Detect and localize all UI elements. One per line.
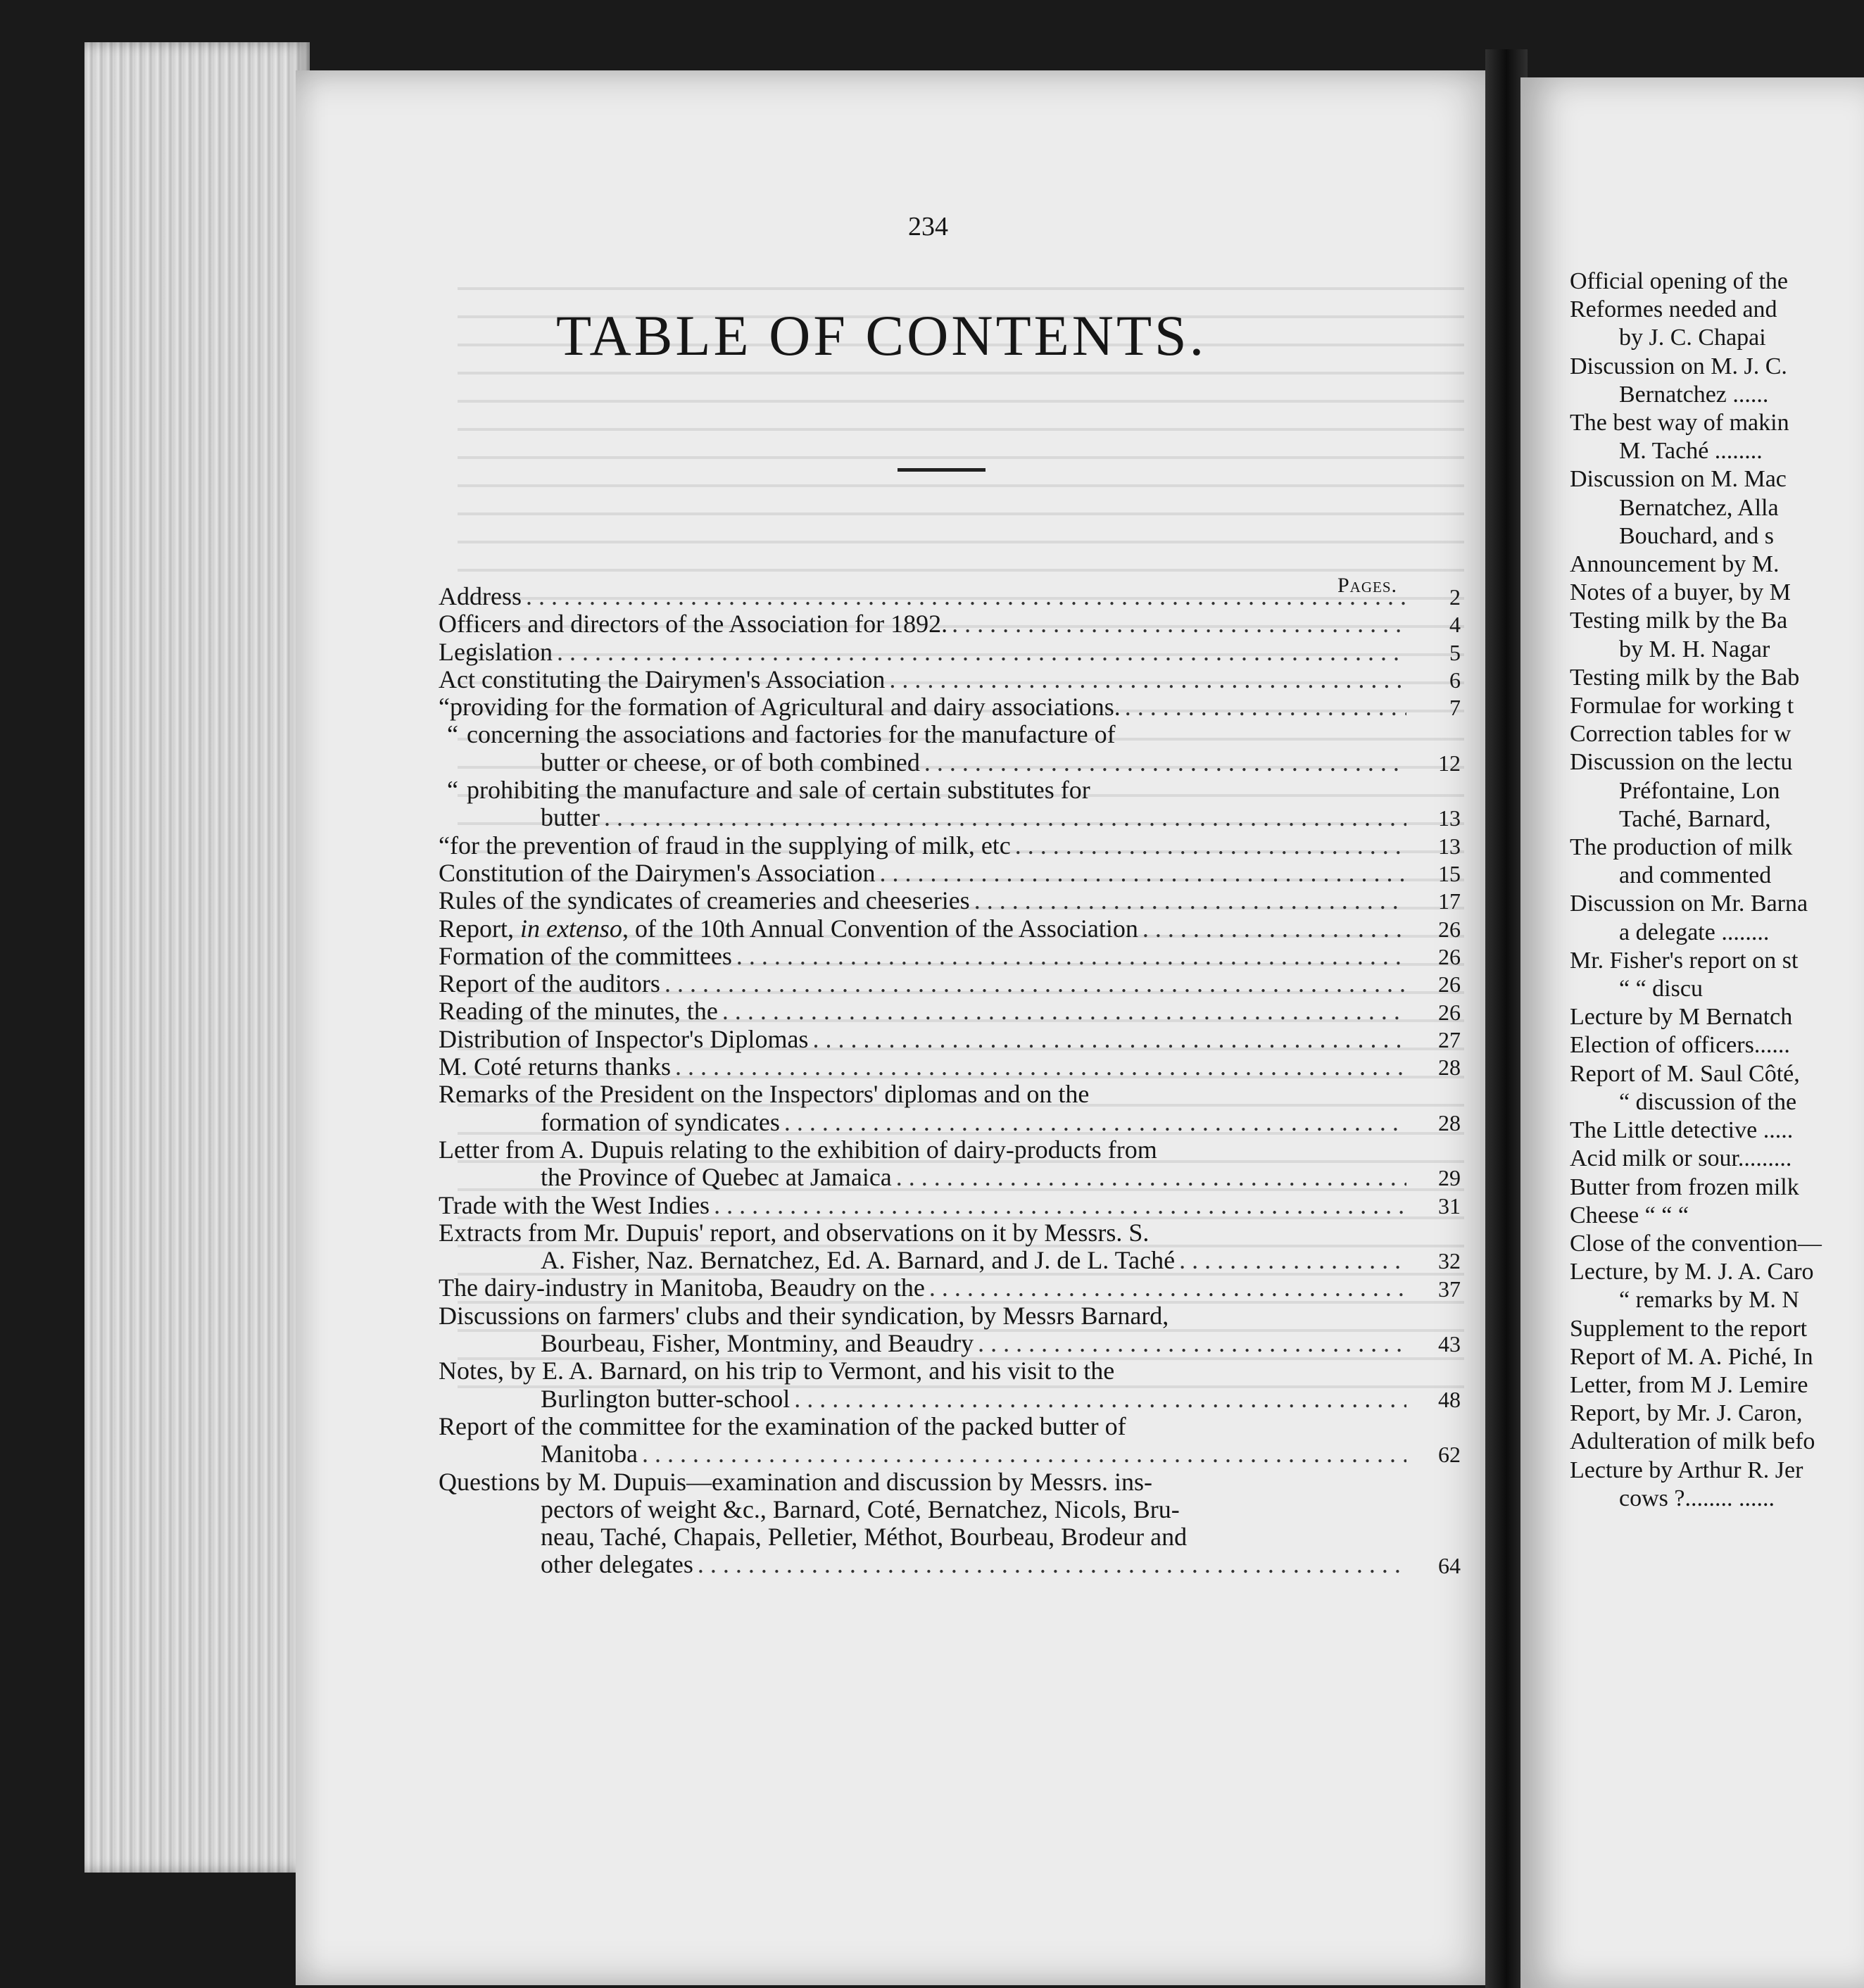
toc-entry-text: Report of the committee for the examination of the packed butter of — [439, 1412, 1126, 1440]
toc-entry — [439, 1385, 1406, 1413]
leader-dots — [952, 610, 1406, 638]
leader-dots — [1125, 693, 1406, 721]
toc-page-number: 48 — [1438, 1386, 1461, 1412]
right-toc-entry: by M. H. Nagar — [1619, 636, 1770, 662]
right-toc-entry: Discussion on M. Mac — [1570, 466, 1787, 493]
leader-dots — [557, 638, 1406, 666]
right-toc-entry: Election of officers...... — [1570, 1032, 1790, 1059]
toc-entry — [439, 943, 1406, 970]
toc-entry — [439, 610, 1406, 638]
toc-entry-text: the Province of Quebec at Jamaica — [541, 1164, 892, 1192]
toc-entry — [439, 1053, 1406, 1081]
right-toc-entry: by J. C. Chapai — [1619, 325, 1766, 351]
toc-page-number: 13 — [1438, 805, 1461, 831]
ditto-mark: “ — [439, 693, 450, 722]
right-toc-entry: Bouchard, and s — [1619, 522, 1775, 549]
toc-entry-text: Formation of the committees — [439, 942, 732, 970]
leader-dots — [698, 1551, 1406, 1578]
leader-dots — [642, 1440, 1406, 1468]
toc-entry — [439, 1164, 1406, 1191]
leader-dots — [889, 666, 1406, 693]
title-rule — [898, 468, 985, 472]
leader-dots — [924, 749, 1406, 776]
right-toc-entry: Mr. Fisher's report on st — [1570, 947, 1799, 974]
toc-page-number: 37 — [1438, 1276, 1461, 1302]
toc-entry-text: Manitoba — [541, 1440, 638, 1468]
right-toc-entry: Official opening of the — [1570, 268, 1789, 294]
toc-entry-text: Letter from A. Dupuis relating to the exhibition of dairy-products from — [439, 1135, 1157, 1164]
toc-entry-text: Notes, by E. A. Barnard, on his trip to Vermont, and his visit to the — [439, 1357, 1115, 1385]
right-toc-entry: Close of the convention— — [1570, 1230, 1822, 1257]
leader-dots — [1179, 1247, 1406, 1274]
toc-entry — [439, 887, 1406, 914]
toc-page-number: 31 — [1438, 1193, 1461, 1219]
right-toc-entry: Formulae for working t — [1570, 693, 1794, 719]
leader-dots — [604, 804, 1406, 831]
toc-page-number: 26 — [1438, 943, 1461, 969]
toc-entry — [439, 832, 1406, 860]
right-toc-entry: Letter, from M J. Lemire — [1570, 1371, 1808, 1398]
right-toc-entry: Report of M. A. Piché, In — [1570, 1343, 1813, 1370]
right-toc-entry: The Little detective ..... — [1570, 1117, 1794, 1144]
toc-entry-text: other delegates — [541, 1551, 693, 1579]
toc-entry-text: Act constituting the Dairymen's Association — [439, 665, 886, 693]
toc-page-number: 17 — [1438, 888, 1461, 914]
right-toc-entry: “ “ discu — [1619, 976, 1703, 1002]
right-toc-entry: Notes of a buyer, by M — [1570, 579, 1791, 606]
toc-page-number: 32 — [1438, 1248, 1461, 1274]
toc-entry-text: Questions by M. Dupuis—examination and discussion by Messrs. ins- — [439, 1468, 1152, 1496]
toc-page-number: 5 — [1449, 639, 1461, 665]
toc-entry-text: butter — [541, 804, 600, 832]
right-toc-entry: The production of milk — [1570, 834, 1793, 861]
toc-entry-text: Reading of the minutes, the — [439, 998, 718, 1026]
toc-entry — [439, 1274, 1406, 1302]
toc-entry-text: Legislation — [439, 638, 553, 666]
toc-entry — [439, 749, 1406, 776]
right-toc-entry: Bernatchez, Alla — [1619, 494, 1779, 521]
toc-entry — [439, 666, 1406, 693]
toc-entry — [439, 1468, 1406, 1496]
toc-entry — [439, 721, 1406, 748]
right-toc-entry: Taché, Barnard, — [1619, 805, 1771, 832]
right-toc-entry: M. Taché ........ — [1619, 438, 1763, 465]
toc-entry — [439, 1551, 1406, 1578]
right-toc-entry: “ discussion of the — [1619, 1088, 1797, 1115]
leader-dots — [722, 998, 1406, 1025]
toc-page-number: 26 — [1438, 916, 1461, 942]
toc-entry — [439, 1081, 1406, 1108]
ditto-mark: “ — [447, 721, 458, 749]
toc-page-number: 2 — [1449, 584, 1461, 610]
toc-entry — [439, 998, 1406, 1025]
leader-dots — [974, 887, 1406, 914]
toc-entry-text: neau, Taché, Chapais, Pelletier, Méthot, Bourbeau, Brodeur and — [541, 1523, 1188, 1552]
toc-entry-text: Remarks of the President on the Inspectors' diplomas and on the — [439, 1081, 1090, 1109]
ditto-mark: “ — [447, 776, 458, 805]
toc-page-number: 13 — [1438, 833, 1461, 859]
toc-page-number: 29 — [1438, 1165, 1461, 1191]
right-toc-entry: Testing milk by the Bab — [1570, 664, 1800, 691]
leader-dots — [929, 1274, 1406, 1302]
toc-entry — [439, 860, 1406, 887]
right-toc-entry: Announcement by M. — [1570, 551, 1780, 578]
toc-page-number: 43 — [1438, 1331, 1461, 1357]
toc-entry-text: providing for the formation of Agricultural and dairy associations. — [449, 693, 1121, 722]
toc-page-number: 64 — [1438, 1552, 1461, 1578]
right-toc-entry: Discussion on Mr. Barna — [1570, 891, 1808, 917]
toc-entry — [439, 1192, 1406, 1219]
leader-dots — [978, 1330, 1406, 1357]
page-stack-edge — [84, 42, 310, 1873]
toc-entry — [439, 1330, 1406, 1357]
leader-dots — [812, 1026, 1406, 1053]
ditto-mark: “ — [439, 831, 450, 860]
toc-entry — [439, 693, 1406, 721]
toc-entry-text: Officers and directors of the Association for 1892. — [439, 610, 948, 638]
toc-entry-text: A. Fisher, Naz. Bernatchez, Ed. A. Barnard, and J. de L. Taché — [541, 1247, 1176, 1275]
right-toc-entry: Discussion on the lectu — [1570, 749, 1793, 776]
right-toc-entry: Cheese “ “ “ — [1570, 1202, 1689, 1228]
toc-entry — [439, 1440, 1406, 1468]
leader-dots — [736, 943, 1406, 970]
toc-entry — [439, 1302, 1406, 1330]
toc-list — [439, 583, 1406, 1579]
toc-entry-text: M. Coté returns thanks — [439, 1053, 671, 1081]
toc-entry-text: Distribution of Inspector's Diplomas — [439, 1025, 809, 1053]
leader-dots — [879, 860, 1406, 887]
right-toc-entry: Testing milk by the Ba — [1570, 608, 1788, 634]
toc-entry-text: for the prevention of fraud in the supplying of milk, etc — [449, 831, 1011, 860]
right-toc-entry: and commented — [1619, 862, 1772, 889]
right-toc-entry: a delegate ........ — [1619, 919, 1770, 945]
toc-entry-text: Report of the auditors — [439, 970, 660, 998]
toc-entry-text: Bourbeau, Fisher, Montminy, and Beaudry — [541, 1330, 974, 1358]
right-toc-entry: Acid milk or sour......... — [1570, 1145, 1792, 1172]
leader-dots — [714, 1192, 1406, 1219]
toc-entry-text: Trade with the West Indies — [439, 1191, 710, 1219]
toc-entry — [439, 1413, 1406, 1440]
leader-dots — [526, 583, 1406, 610]
toc-entry-text: Address — [439, 583, 522, 610]
toc-entry — [439, 776, 1406, 804]
toc-entry-text: The dairy-industry in Manitoba, Beaudry on the — [439, 1274, 925, 1302]
right-toc-entry: Adulteration of milk befo — [1570, 1428, 1815, 1455]
toc-page-number: 27 — [1438, 1026, 1461, 1052]
toc-entry — [439, 1109, 1406, 1136]
right-toc-entry: Report, by Mr. J. Caron, — [1570, 1400, 1803, 1427]
toc-entry-text: Report, in extenso, of the 10th Annual Convention of the Association — [439, 914, 1138, 943]
leader-dots — [794, 1385, 1406, 1413]
leader-dots — [675, 1053, 1406, 1081]
toc-entry — [439, 638, 1406, 666]
toc-entry — [439, 1136, 1406, 1164]
right-toc-entry: Report of M. Saul Côté, — [1570, 1060, 1800, 1087]
toc-entry — [439, 1496, 1406, 1523]
right-toc-entry: “ remarks by M. N — [1619, 1287, 1799, 1314]
toc-entry — [439, 1357, 1406, 1385]
toc-entry — [439, 970, 1406, 998]
toc-entry — [439, 915, 1406, 943]
toc-entry — [439, 583, 1406, 610]
toc-page-number: 4 — [1449, 612, 1461, 638]
toc-page-number: 28 — [1438, 1109, 1461, 1135]
leader-dots — [896, 1164, 1406, 1191]
toc-entry — [439, 1026, 1406, 1053]
right-toc-entry: Bernatchez ...... — [1619, 381, 1769, 408]
toc-entry — [439, 1219, 1406, 1247]
right-toc-entry: The best way of makin — [1570, 410, 1789, 436]
right-toc-entry: Reformes needed and — [1570, 296, 1777, 323]
toc-entry-text: Constitution of the Dairymen's Association — [439, 859, 876, 887]
toc-entry-text: concerning the associations and factories for the manufacture of — [467, 721, 1116, 749]
right-page-toc — [1570, 268, 1864, 1513]
toc-entry — [439, 804, 1406, 831]
right-toc-entry: Lecture by Arthur R. Jer — [1570, 1457, 1803, 1483]
toc-entry-text: Extracts from Mr. Dupuis' report, and observations on it by Messrs. S. — [439, 1219, 1150, 1247]
toc-page-number: 12 — [1438, 750, 1461, 776]
toc-page-number: 26 — [1438, 971, 1461, 998]
right-toc-entry: cows ?........ ...... — [1619, 1485, 1775, 1511]
page-title: TABLE OF CONTENTS. — [556, 303, 1207, 367]
pages-column-header: Pages. — [1337, 574, 1398, 597]
right-toc-entry: Lecture, by M. J. A. Caro — [1570, 1259, 1814, 1285]
toc-page-number: 26 — [1438, 999, 1461, 1025]
leader-dots — [1015, 832, 1406, 860]
toc-page-number: 15 — [1438, 861, 1461, 886]
toc-entry-text: Rules of the syndicates of creameries and cheeseries — [439, 887, 970, 915]
toc-entry-text: Burlington butter-school — [541, 1385, 791, 1413]
toc-entry-text: pectors of weight &c., Barnard, Coté, Bernatchez, Nicols, Bru- — [541, 1495, 1180, 1523]
right-toc-entry: Préfontaine, Lon — [1619, 777, 1780, 804]
right-toc-entry: Supplement to the report — [1570, 1315, 1808, 1342]
leader-dots — [784, 1109, 1406, 1136]
leader-dots — [665, 970, 1406, 998]
toc-entry-text: butter or cheese, or of both combined — [541, 748, 920, 776]
toc-page-number: 6 — [1449, 667, 1461, 693]
toc-entry — [439, 1523, 1406, 1551]
toc-entry-text: Discussions on farmers' clubs and their syndication, by Messrs Barnard, — [439, 1302, 1169, 1330]
leader-dots — [1142, 915, 1406, 943]
toc-entry-text: formation of syndicates — [541, 1108, 780, 1136]
toc-page-number: 28 — [1438, 1055, 1461, 1081]
right-toc-entry: Discussion on M. J. C. — [1570, 353, 1787, 379]
toc-entry-text: prohibiting the manufacture and sale of certain substitutes for — [467, 776, 1090, 805]
toc-page-number: 7 — [1449, 695, 1461, 721]
toc-entry — [439, 1247, 1406, 1274]
page-number: 234 — [908, 212, 948, 241]
right-toc-entry: Correction tables for w — [1570, 721, 1791, 748]
right-toc-entry: Butter from frozen milk — [1570, 1174, 1799, 1200]
right-toc-entry: Lecture by M Bernatch — [1570, 1004, 1793, 1031]
toc-page-number: 62 — [1438, 1442, 1461, 1468]
